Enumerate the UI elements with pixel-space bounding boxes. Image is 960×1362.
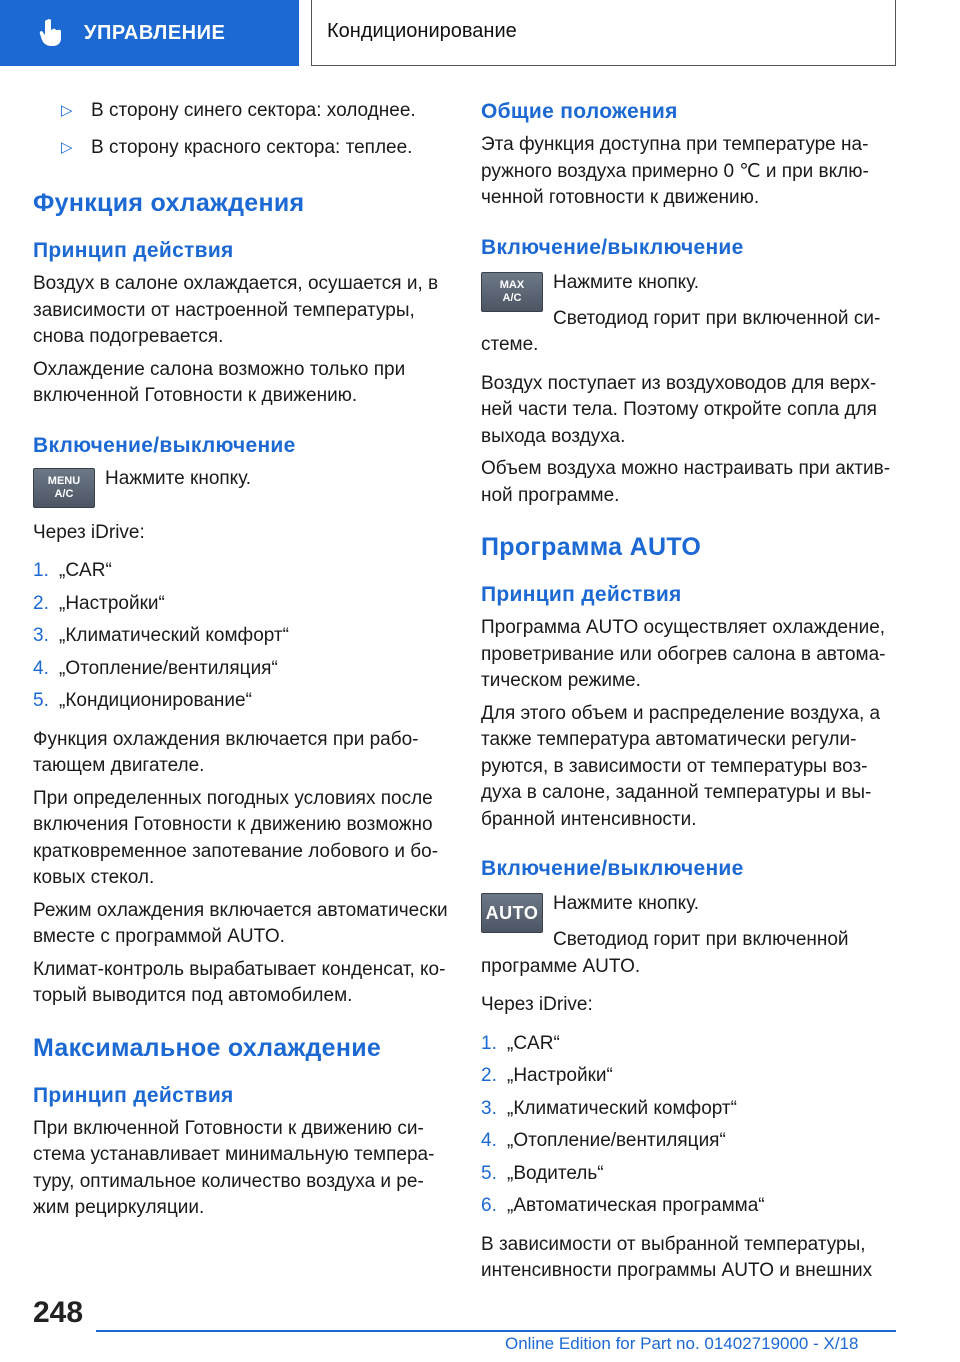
paragraph: В зависимости от выбранной температуры, интенсивности программы AUTO и внешних: [481, 1233, 873, 1281]
paragraph: При включенной Готовности к движению си-стема устанавливает минимальную темпера-туру, оптимальное количество воздуха и ре-жим рециркуляции.: [33, 1117, 435, 1218]
paragraph: Воздух поступает из воздуховодов для верх-ней части тела. Поэтому откройте сопла для выхода воздуха.: [481, 372, 877, 447]
idrive-label: Через iDrive:: [481, 994, 593, 1015]
page-number: 248: [33, 1296, 84, 1329]
list-item: 3. „Климатический комфорт“: [33, 625, 289, 646]
edition-link[interactable]: Online Edition for Part no. 01402719000 - X/18: [505, 1334, 859, 1353]
steps-list: [33, 558, 449, 721]
paragraph: Для этого объем и распределение воздуха, а также температура автоматически регули-руются, в зависимости от температуры воз-духа в салоне, заданной температуры и вы-бранной интенсивности.: [481, 702, 881, 830]
led-text: Светодиод горит при включенной си-стеме.: [481, 307, 881, 355]
section-label: УПРАВЛЕНИЕ: [84, 21, 226, 44]
bullet-text: В сторону синего сектора: холоднее.: [91, 100, 416, 121]
paragraph: Объем воздуха можно настраивать при актив-ной программе.: [481, 458, 891, 506]
instruction-text: Нажмите кнопку.: [105, 467, 252, 489]
heading-onoff: Включение/выключение: [481, 857, 744, 880]
list-item: 4. „Отопление/вентиляция“: [481, 1130, 726, 1151]
paragraph: Функция охлаждения включается при рабо-тающем двигателе.: [33, 728, 419, 776]
list-item: 4. „Отопление/вентиляция“: [33, 657, 278, 679]
left-column: [33, 98, 449, 1228]
paragraph: Эта функция доступна при температуре на-ружного воздуха примерно 0 ℃ и при вклю-ченной готовности к движению.: [481, 134, 869, 208]
steps-list: [481, 1031, 897, 1226]
paragraph: Воздух в салоне охлаждается, осушается и, в зависимости от настроенной температуры, снова подогревается.: [33, 273, 439, 347]
paragraph: Программа AUTO осуществляет охлаждение, проветривание или обогрев салона в автома-тическом режиме.: [481, 617, 886, 691]
heading-principle: Принцип действия: [33, 1083, 234, 1107]
list-item: [33, 135, 449, 162]
paragraph: Режим охлаждения включается автоматически вместе с программой AUTO.: [33, 899, 448, 947]
instruction-text: Нажмите кнопку.: [553, 893, 700, 914]
paragraph: При определенных погодных условиях после включения Готовности к движению возможно кратковременное запотевание лобового и бо-ковых стекол.: [33, 787, 439, 888]
auto-button-icon: AUTO: [481, 893, 543, 933]
list-item: 3. „Климатический комфорт“: [481, 1097, 737, 1119]
list-item: 5. „Кондиционирование“: [33, 690, 252, 711]
menu-ac-button-icon: MENU A/C: [33, 468, 95, 508]
max-ac-button-icon: MAX A/C: [481, 272, 543, 312]
list-item: 1. „CAR“: [33, 560, 112, 581]
triangle-bullet-icon: ▷: [61, 138, 73, 156]
triangle-bullet-icon: ▷: [61, 102, 73, 119]
right-column: [481, 98, 897, 1291]
idrive-label: Через iDrive:: [33, 521, 145, 543]
list-item: 1. „CAR“: [481, 1032, 560, 1054]
heading-onoff: Включение/выключение: [481, 235, 744, 259]
heading-cooling: Функция охлаждения: [33, 189, 305, 217]
bullet-text: В сторону красного сектора: теплее.: [91, 136, 413, 158]
paragraph: Охлаждение салона возможно только при включенной Готовности к движению.: [33, 358, 406, 406]
footer-divider: [96, 1330, 896, 1332]
list-item: 6. „Автоматическая программа“: [481, 1195, 765, 1216]
led-text: Светодиод горит при включенной программе AUTO.: [481, 929, 849, 977]
heading-principle: Принцип действия: [33, 239, 234, 262]
button-instruction: [481, 270, 897, 314]
hand-pointer-icon: [38, 18, 64, 48]
bullet-list: [33, 98, 449, 161]
button-instruction: [481, 891, 897, 935]
list-item: [33, 98, 449, 125]
list-item: 2. „Настройки“: [481, 1065, 613, 1086]
heading-general: Общие положения: [481, 100, 678, 123]
section-tab[interactable]: [0, 0, 299, 66]
paragraph: Климат-контроль вырабатывает конденсат, ко-торый выводится под автомобилем.: [33, 958, 446, 1006]
instruction-text: Нажмите кнопку.: [553, 271, 700, 293]
chapter-title-box: [311, 0, 896, 66]
heading-onoff: Включение/выключение: [33, 433, 296, 457]
list-item: 2. „Настройки“: [33, 592, 165, 614]
button-instruction: [33, 466, 449, 510]
chapter-title: Кондиционирование: [327, 20, 517, 42]
heading-max-cooling: Максимальное охлаждение: [33, 1033, 382, 1062]
heading-principle: Принцип действия: [481, 583, 682, 606]
list-item: 5. „Водитель“: [481, 1162, 604, 1184]
heading-auto-program: Программа AUTO: [481, 533, 702, 561]
